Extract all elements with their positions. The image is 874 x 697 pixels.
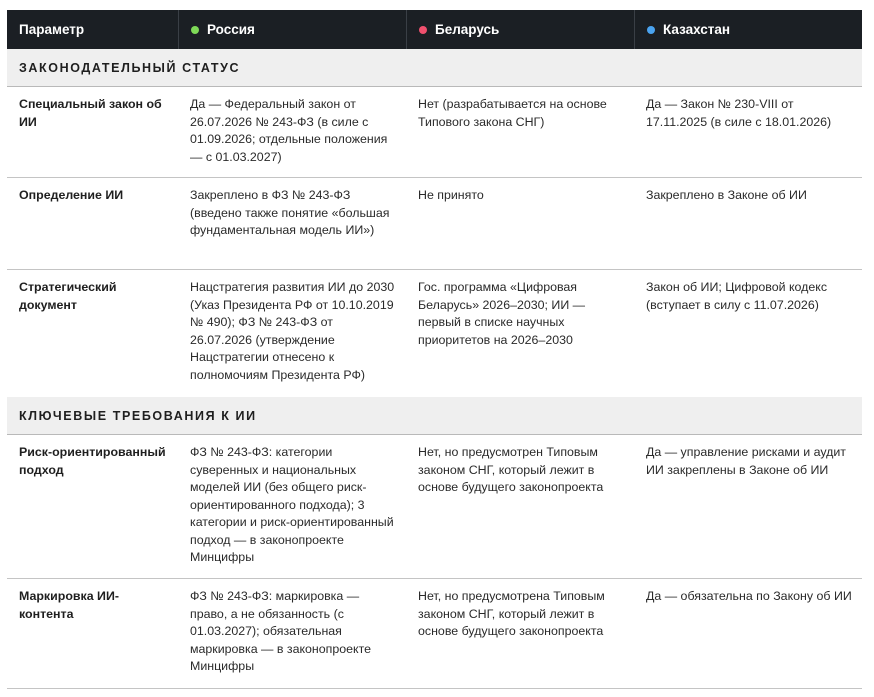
kazakhstan-cell: Да — управление рисками и аудит ИИ закреплены в Законе об ИИ [646, 445, 846, 477]
header-param [7, 10, 178, 49]
table-row [7, 178, 862, 270]
header-belarus [406, 10, 634, 49]
header-kazakhstan [634, 10, 862, 49]
header-russia [178, 10, 406, 49]
russia-cell: Да — Федеральный закон от 26.07.2026 № 243-ФЗ (в силе с 01.09.2026; отдельные положения — с 01.03.2027) [190, 97, 388, 164]
kazakhstan-dot-icon [647, 26, 655, 34]
param-cell: Стратегический документ [19, 280, 117, 312]
header-kazakhstan-label: Казахстан [663, 22, 731, 37]
param-cell: Специальный закон об ИИ [19, 97, 162, 129]
section-title: ЗАКОНОДАТЕЛЬНЫЙ СТАТУС [19, 60, 241, 75]
kazakhstan-cell: Да — Закон № 230-VIII от 17.11.2025 (в силе с 18.01.2026) [646, 97, 832, 129]
belarus-cell: Нет (разрабатывается на основе Типового закона СНГ) [418, 97, 607, 129]
kazakhstan-cell: Да — обязательна по Закону об ИИ [646, 589, 852, 603]
header-russia-label: Россия [207, 22, 255, 37]
russia-cell: Закреплено в ФЗ № 243-ФЗ (введено также понятие «большая фундаментальная модель ИИ») [190, 188, 390, 237]
section-key-requirements [7, 397, 862, 435]
table-row [7, 87, 862, 178]
section-title: КЛЮЧЕВЫЕ ТРЕБОВАНИЯ К ИИ [19, 408, 257, 423]
comparison-table [7, 10, 862, 689]
kazakhstan-cell: Закреплено в Законе об ИИ [646, 188, 807, 202]
header-belarus-label: Беларусь [435, 22, 500, 37]
section-legal-status [7, 49, 862, 87]
belarus-cell: Не принято [418, 188, 484, 202]
table-row [7, 435, 862, 579]
param-cell: Маркировка ИИ-контента [19, 589, 119, 621]
param-cell: Риск-ориентированный подход [19, 445, 166, 477]
russia-dot-icon [191, 26, 199, 34]
russia-cell: ФЗ № 243-ФЗ: маркировка — право, а не обязанность (с 01.03.2027); обязательная маркировка — в законопроекте Минцифры [190, 589, 372, 673]
russia-cell: Нацстратегия развития ИИ до 2030 (Указ Президента РФ от 10.10.2019 № 490); ФЗ № 243-ФЗ от 26.07.2026 (утверждение Нацстратегии отнесено к полномочиям Президента РФ) [190, 280, 395, 382]
belarus-cell: Нет, но предусмотрена Типовым законом СНГ, который лежит в основе будущего законопроекта [418, 589, 605, 638]
russia-cell: ФЗ № 243-ФЗ: категории суверенных и национальных моделей ИИ (без общего риск-ориентированного подхода); 3 категории и риск-ориентированный подход — в законопроекте Минцифры [190, 445, 394, 564]
belarus-cell: Нет, но предусмотрен Типовым законом СНГ, который лежит в основе будущего законопроекта [418, 445, 604, 494]
param-cell: Определение ИИ [19, 188, 124, 202]
table-row [7, 270, 862, 397]
belarus-cell: Гос. программа «Цифровая Беларусь» 2026–2030; ИИ — первый в списке научных приоритетов на 2026–2030 [418, 280, 586, 347]
kazakhstan-cell: Закон об ИИ; Цифровой кодекс (вступает в силу с 11.07.2026) [646, 280, 828, 312]
table-header [7, 10, 862, 49]
table-row [7, 579, 862, 689]
header-param-label: Параметр [19, 22, 85, 37]
belarus-dot-icon [419, 26, 427, 34]
